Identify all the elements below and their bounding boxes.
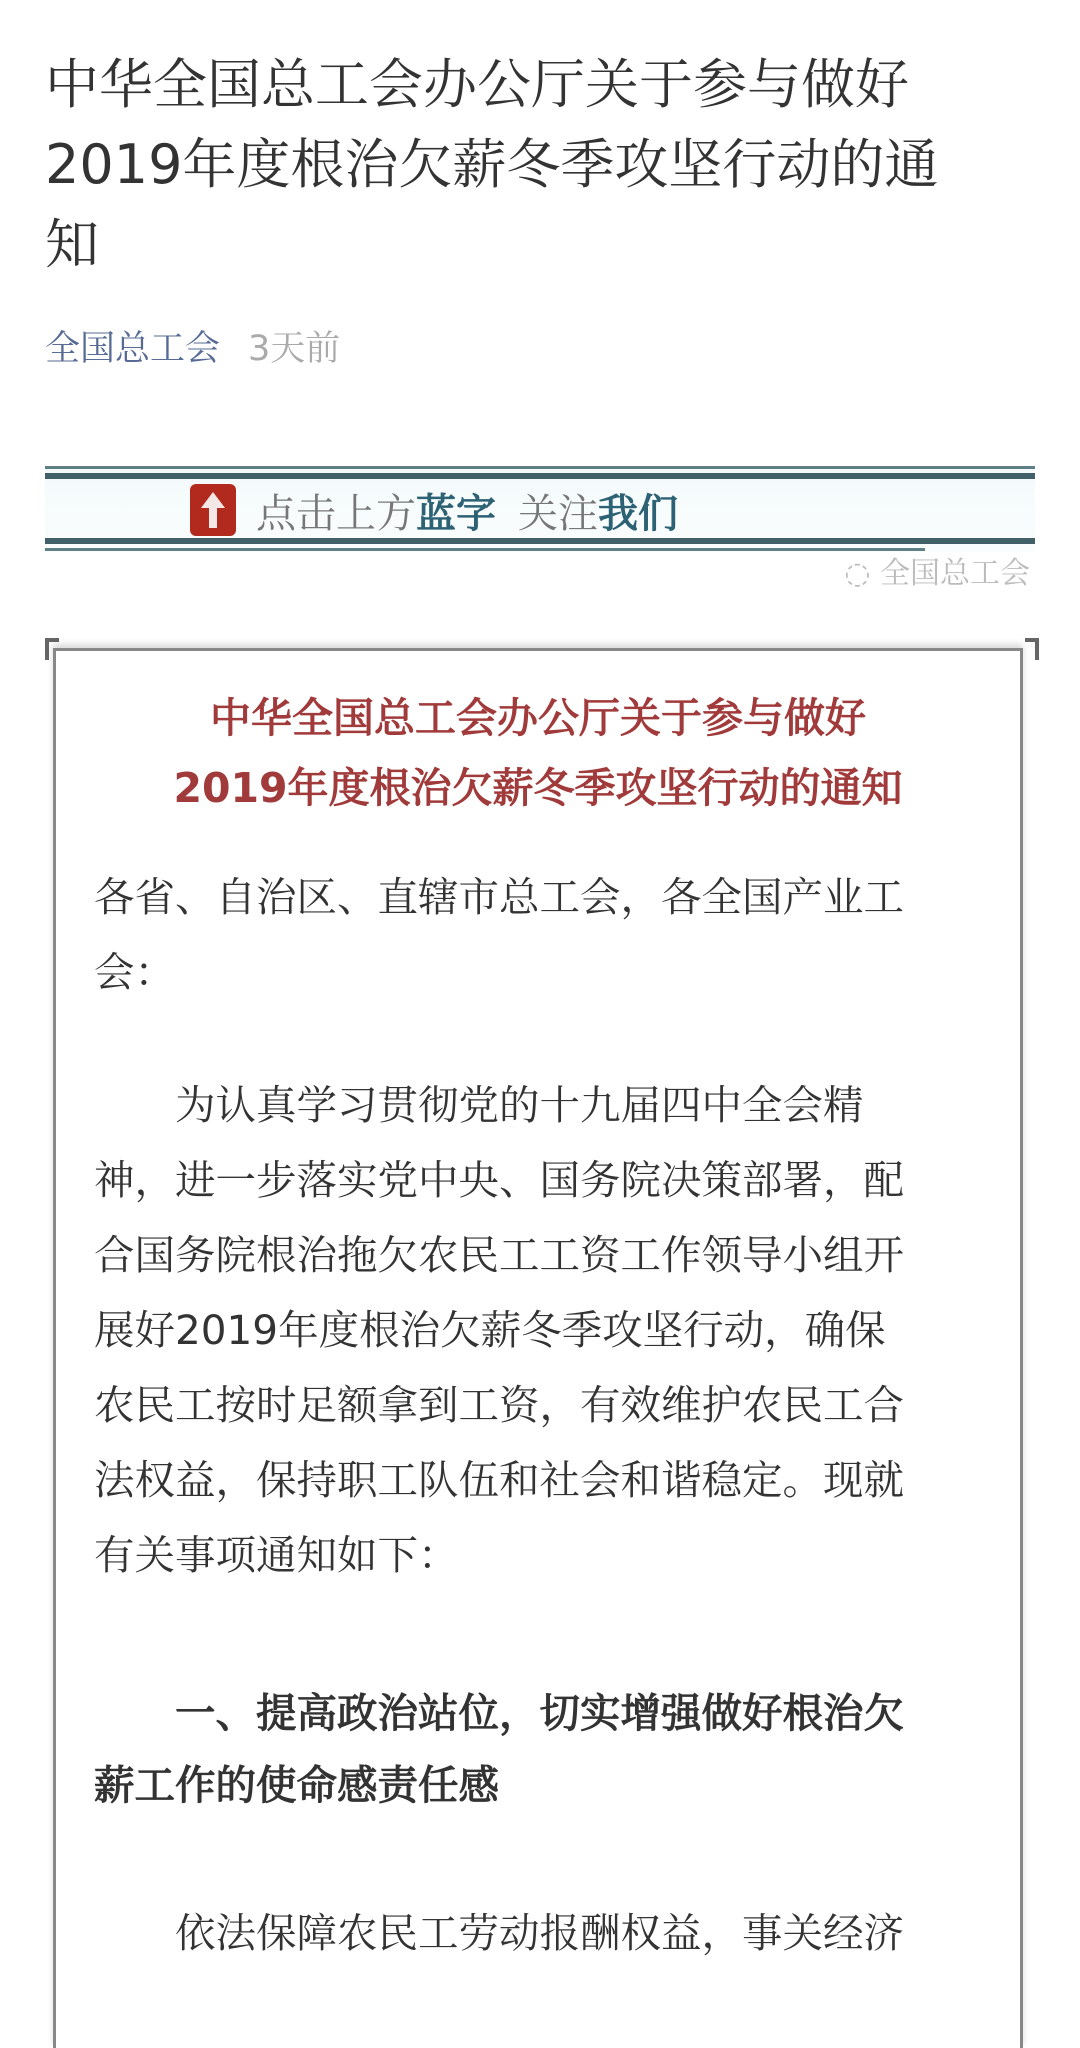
- follow-text: 关注: [518, 490, 598, 537]
- article-meta: [45, 325, 340, 373]
- document-title-line: 2019年度根治欠薪冬季攻坚行动的通知: [173, 764, 903, 812]
- wechat-icon: ◌: [844, 556, 880, 591]
- text-line: 展好2019年度根治欠薪冬季攻坚行动，确保: [94, 1306, 886, 1354]
- divider: [45, 466, 1035, 469]
- divider: [45, 473, 1035, 479]
- text-line: 合国务院根治拖欠农民工工资工作领导小组开: [94, 1231, 904, 1279]
- watermark-text: 全国总工会: [880, 556, 1030, 591]
- article-title-line: 中华全国总工会办公厅关于参与做好: [45, 53, 909, 116]
- paragraph-1: [94, 1068, 994, 1593]
- text-line: 法权益，保持职工队伍和社会和谐稳定。现就: [94, 1456, 904, 1504]
- follow-prompt: [190, 483, 678, 537]
- publish-time: 3天前: [248, 329, 341, 369]
- up-arrow-icon: [190, 484, 236, 536]
- text-line: 为认真学习贯彻党的十九届四中全会精: [94, 1081, 864, 1129]
- text-line: 一、提高政治站位，切实增强做好根治欠: [94, 1689, 904, 1737]
- watermark: [844, 548, 1030, 592]
- article-title-line: 知: [45, 213, 99, 276]
- divider: [45, 538, 1035, 544]
- follow-text-blue: 蓝字: [416, 490, 496, 537]
- text-line: 依法保障农民工劳动报酬权益，事关经济: [94, 1909, 904, 1957]
- paragraph-2: [94, 1896, 994, 1971]
- text-line: 薪工作的使命感责任感: [94, 1761, 499, 1809]
- author-link[interactable]: 全国总工会: [45, 329, 221, 369]
- follow-text: 点击上方: [256, 490, 416, 537]
- document-title-line: 中华全国总工会办公厅关于参与做好: [210, 694, 866, 742]
- article-title-line: 2019年度根治欠薪冬季攻坚行动的通: [45, 133, 939, 196]
- article-title: [45, 45, 1045, 285]
- salutation: [94, 860, 994, 1010]
- text-line: 会：: [94, 948, 175, 996]
- follow-text-blue: 我们: [598, 490, 678, 537]
- text-line: 农民工按时足额拿到工资，有效维护农民工合: [94, 1381, 904, 1429]
- follow-banner: [45, 466, 1035, 552]
- text-line: 有关事项通知如下：: [94, 1531, 459, 1579]
- section-heading-1: [94, 1677, 994, 1821]
- frame-corner: [1025, 638, 1039, 660]
- text-line: 神，进一步落实党中央、国务院决策部署，配: [94, 1156, 904, 1204]
- divider: [45, 548, 925, 551]
- text-line: 各省、自治区、直辖市总工会，各全国产业工: [94, 873, 904, 921]
